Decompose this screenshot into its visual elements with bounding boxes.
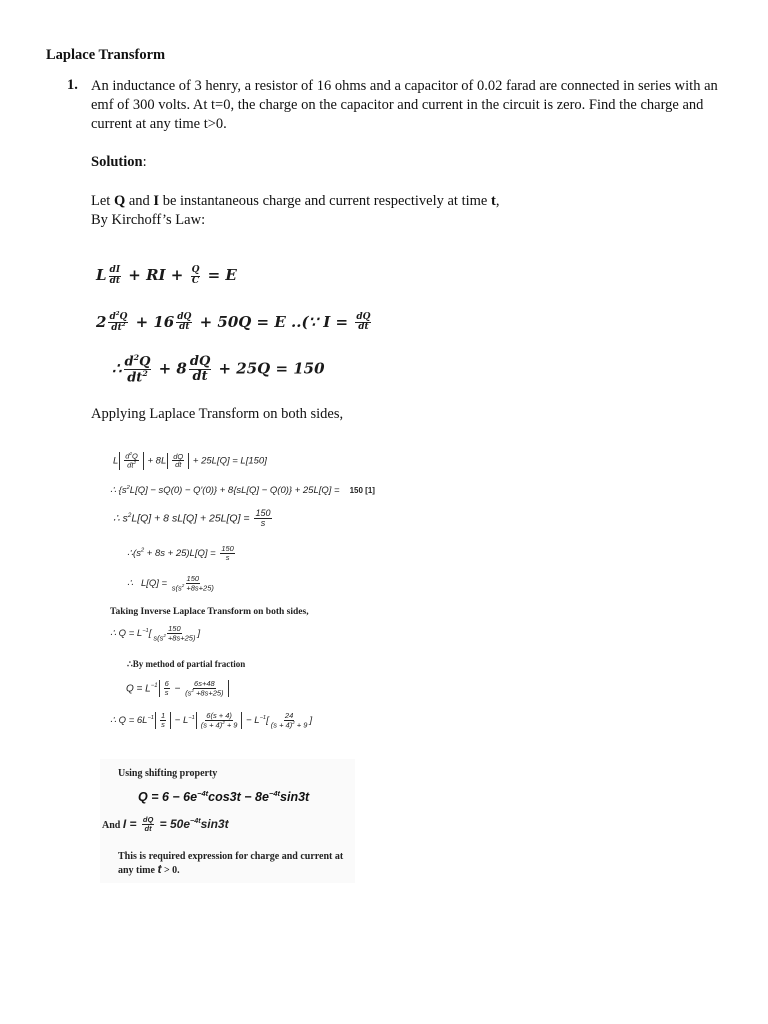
kirchoff-law-line: By Kirchoff’s Law:: [91, 212, 206, 228]
laplace-step-5: ∴ L[Q] = $\frac{150}{s(s^2 +8s+25)}$: [127, 574, 214, 593]
partial-fraction-line: ∴By method of partial fraction: [127, 659, 246, 669]
charge-expression: $Q = 6 - 6e^{-4t}\cos 3t - 8e^{-4t}\sin 3t$: [138, 789, 310, 805]
equation-ref: 150 [1]: [349, 486, 375, 496]
page-title: Laplace Transform: [46, 47, 166, 63]
conclusion-text: This is required expression for charge and current at any time t > 0.: [118, 851, 344, 876]
inverse-step: ∴ $Q = L^{-1}$[ $\frac{150}{s(s^2 +8s+25)}$ ]: [110, 624, 201, 643]
problem-statement: An inductance of 3 henry, a resistor of 16 ohms and a capacitor of 0.02 farad are connected in series with an emf of 300 volts. At t=0, the charge on the capacitor and current in the circuit is zero. Find the charge and current at any time t>0.: [91, 78, 718, 132]
taking-inverse-line: Taking Inverse Laplace Transform on both sides,: [110, 607, 309, 617]
question-number: 1.: [67, 77, 78, 93]
solution-label: Solution:: [91, 154, 147, 170]
partial-fraction-step: $Q = L^{-1}$ $\frac{6}{s}$ − $\frac{6s+48}{(s^2 +8s+25)}$: [126, 680, 230, 697]
laplace-step-3: ∴ $s^2L[Q] + 8$ sL[Q] + 25L[Q] = $\frac{150}{s}$: [113, 508, 271, 529]
laplace-step-2: ∴ $\{s^2L[Q] - sQ(0) - Q'(0)\} + 8\{sL[Q] - Q(0)\} + 25L[Q] = 150$ [1]: [110, 485, 375, 497]
current-expression: And I = $\frac{dQ}{dt}$ = $50e^{-4t}\sin 3t$: [102, 815, 229, 834]
equation-substituted: 2 $\frac{d^2Q}{dt^2}$ + 16 $\frac{dQ}{dt}$ + 50Q = E ..(∵ I = $\frac{dQ}{dt}$: [96, 311, 371, 334]
equation-kirchoff: L $\frac{dI}{dt}$ + RI + $\frac{Q}{C}$ = E: [96, 265, 237, 286]
equation-simplified: ∴ $\frac{d^2Q}{dt^2}$ + 8 $\frac{dQ}{dt}$ + 25Q = 150: [112, 353, 325, 386]
shifting-title: Using shifting property: [118, 768, 218, 779]
laplace-step-1: L $\frac{d^2Q}{dt^2}$ + 8L $\frac{dQ}{dt}$ + 25L[Q] = L[150]: [113, 451, 267, 470]
let-statement: Let Q and I be instantaneous charge and current respectively at time t, By Kirchoff’s Law:: [91, 193, 500, 228]
laplace-step-4: $\therefore(s^2 + 8s + 25)L[Q]$ = $\frac{150}{s}$: [127, 544, 234, 562]
applying-laplace-line: Applying Laplace Transform on both sides,: [91, 406, 344, 422]
inverse-final-step: ∴ $Q = 6L^{-1}$ $\frac{1}{s}$ − $L^{-1}$ $\frac{6(s + 4)}{(s + 4)^2 + 9}$ − $L^{-1}$[ $\frac{24}{(s + 4)^2 + 9}$ ]: [110, 711, 313, 730]
